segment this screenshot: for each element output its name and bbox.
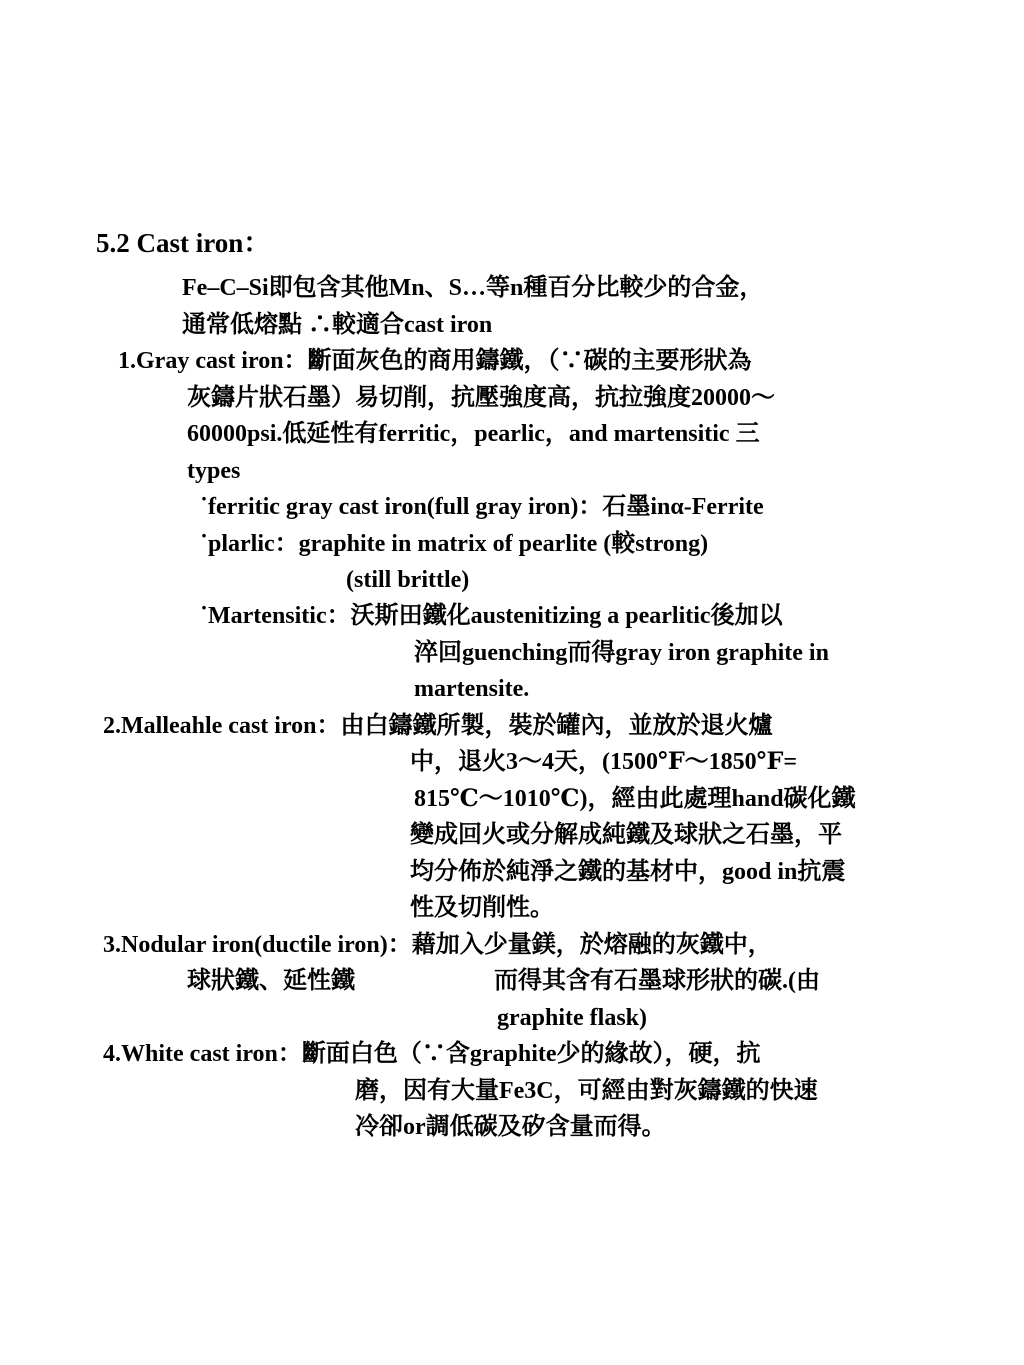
white-iron-line-1: 4.White cast iron：斷面白色（∵含graphite少的緣故），硬，抗 [103, 1041, 761, 1067]
intro-line-1: Fe–C–Si即包含其他Mn、S…等n種百分比較少的合金， [182, 275, 764, 301]
section-heading: 5.2 Cast iron： [96, 228, 271, 258]
gray-iron-line-2: 灰鑄片狀石墨）易切削，抗壓強度高，抗拉強度20000～ [187, 385, 775, 411]
gray-iron-ferritic: ˙ferritic gray cast iron(full gray iron)：石墨inα-Ferrite [200, 494, 764, 520]
gray-iron-line-3: 60000psi.低延性有ferritic，pearlic，and martensitic 三 [187, 421, 760, 447]
gray-iron-martensitic-1: ˙Martensitic：沃斯田鐵化austenitizing a pearlitic後加以 [200, 603, 783, 629]
nodular-line-2: 而得其含有石墨球形狀的碳.(由 [494, 968, 820, 994]
gray-iron-line-4: types [187, 458, 241, 484]
white-iron-line-3: 冷卻or調低碳及矽含量而得。 [355, 1114, 666, 1140]
gray-iron-martensitic-3: martensite. [414, 676, 530, 702]
intro-line-2: 通常低熔點 ∴較適合cast iron [182, 312, 493, 338]
malleable-line-3: 815℃～1010℃)，經由此處理hand碳化鐵 [414, 786, 856, 812]
gray-iron-line-1: 1.Gray cast iron：斷面灰色的商用鑄鐵，（∵碳的主要形狀為 [118, 348, 752, 374]
malleable-line-2: 中，退火3～4天，(1500℉～1850℉= [410, 749, 798, 775]
gray-iron-pearlic: ˙plarlic：graphite in matrix of pearlite (較strong) [200, 531, 709, 557]
malleable-line-5: 均分佈於純淨之鐵的基材中，good in抗震 [410, 859, 846, 885]
gray-iron-martensitic-2: 淬回guenching而得gray iron graphite in [414, 640, 829, 666]
nodular-line-1: 3.Nodular iron(ductile iron)：藉加入少量鎂，於熔融的灰鐵中， [103, 932, 772, 958]
nodular-line-3: graphite flask) [497, 1005, 647, 1031]
malleable-line-4: 變成回火或分解成純鐵及球狀之石墨，平 [410, 822, 842, 848]
nodular-aliases: 球狀鐵、延性鐵 [187, 968, 355, 994]
white-iron-line-2: 磨，因有大量Fe3C，可經由對灰鑄鐵的快速 [355, 1078, 818, 1104]
malleable-line-6: 性及切削性。 [410, 895, 554, 921]
gray-iron-pearlic-note: (still brittle) [346, 567, 470, 593]
malleable-line-1: 2.Malleahle cast iron：由白鑄鐵所製，裝於罐內，並放於退火爐 [103, 713, 773, 739]
